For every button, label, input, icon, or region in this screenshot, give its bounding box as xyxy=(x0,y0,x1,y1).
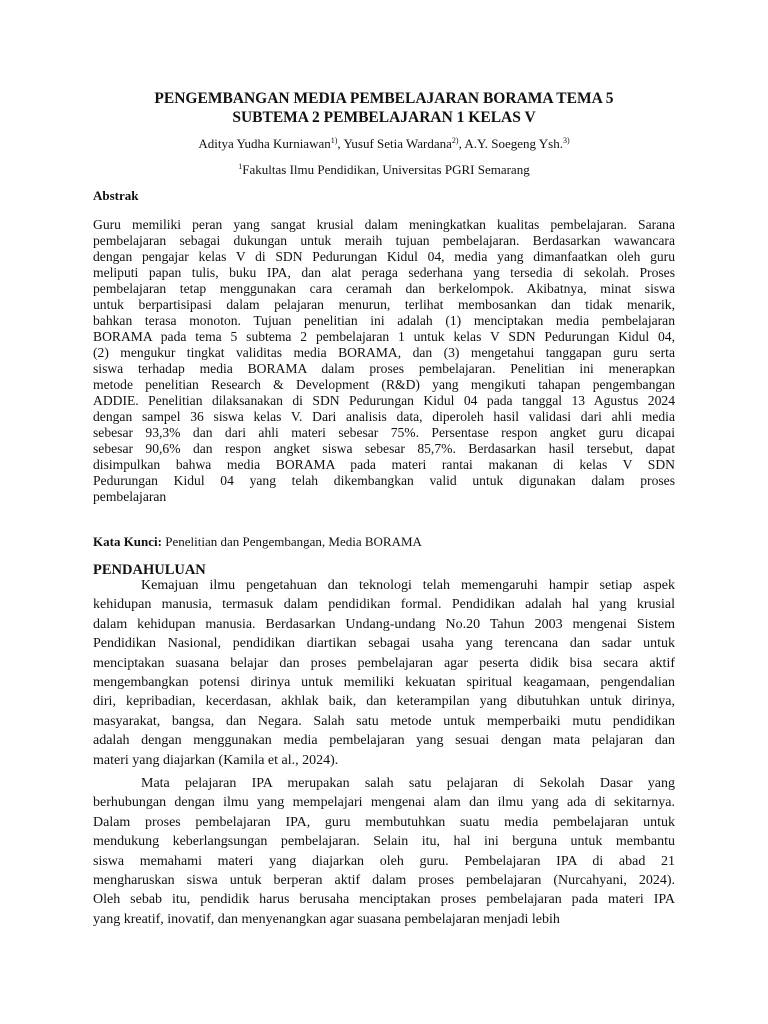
abstract-line: sebesar 93,3% dan dari ahli materi sebesar 75%. Persentase respon angket guru dicapai xyxy=(93,425,675,440)
paragraph-line: materi yang diajarkan (Kamila et al., 2024). xyxy=(93,752,339,768)
abstract-line: siswa terhadap media BORAMA dalam proses pembelajaran. Penelitian ini menerapkan xyxy=(93,361,675,376)
paragraph-line: masyarakat, bangsa, dan Negara. Salah satu metode untuk memperbaiki mutu pendidikan xyxy=(93,713,675,729)
abstract-line: (2) mengukur tingkat validitas media BORAMA, dan (3) mengetahui tanggapan guru serta xyxy=(93,345,675,360)
author-separator: , xyxy=(458,136,465,151)
paragraph-line: Pendidikan Nasional, pendidikan diartikan sebagai usaha yang terencana dan sadar untuk xyxy=(93,636,675,652)
paragraph-line: kehidupan manusia, termasuk dalam pendidikan formal. Pendidikan adalah hal yang krusial xyxy=(93,597,675,613)
paragraph-line: Oleh sebab itu, pendidik harus berusaha menciptakan proses pembelajaran pada materi IPA xyxy=(93,892,675,908)
abstract-line: bahkan terasa monoton. Tujuan penelitian ini adalah (1) menciptakan media pembelajaran xyxy=(93,313,675,328)
paragraph-line: dalam kehidupan manusia. Berdasarkan Undang-undang No.20 Tahun 2003 mengenai Sistem xyxy=(93,616,675,632)
paragraph-line: diri, kepribadian, kecerdasan, akhlak baik, dan keterampilan yang dibutuhkan untuk dirinya, xyxy=(93,694,675,710)
abstract-line: dengan pengajar kelas V di SDN Pedurungan Kidul 04, media yang dimanfaatkan oleh guru xyxy=(93,249,675,264)
paper-title-line-2: SUBTEMA 2 PEMBELAJARAN 1 KELAS V xyxy=(232,109,536,126)
paragraph-line: mengembangkan potensi dirinya untuk memiliki kekuatan spiritual keagamaan, pengendalian xyxy=(93,674,675,690)
paragraph-line: mengharuskan siswa untuk berperan aktif dalam proses pembelajaran (Nurcahyani, 2024). xyxy=(93,872,675,888)
introduction-paragraph-2 xyxy=(93,774,675,929)
abstract-line: Pedurungan Kidul 04 yang telah dikembangkan valid untuk digunakan dalam proses xyxy=(93,473,675,488)
paper-title-line-1: PENGEMBANGAN MEDIA PEMBELAJARAN BORAMA TEMA 5 xyxy=(154,90,614,107)
abstract-heading: Abstrak xyxy=(93,188,139,203)
author-affiliation-mark: 3) xyxy=(562,136,570,145)
abstract-line: ADDIE. Penelitian dilaksanakan di SDN Pedurungan Kidul 04 pada tanggal 13 Agustus 2024 xyxy=(93,393,675,408)
abstract-body xyxy=(93,217,675,505)
author-name: A.Y. Soegeng Ysh. xyxy=(464,136,563,151)
abstract-line: metode penelitian Research & Development (R&D) yang mengikuti tahapan pengembangan xyxy=(93,377,675,392)
abstract-line: meliputi papan tulis, buku IPA, dan alat peraga sederhana yang tersedia di sekolah. Proses xyxy=(93,265,675,280)
paragraph-line: Mata pelajaran IPA merupakan salah satu pelajaran di Sekolah Dasar yang xyxy=(141,776,675,791)
author-affiliation-mark: 2) xyxy=(451,136,459,145)
abstract-line: BORAMA pada tema 5 subtema 2 pembelajaran 1 untuk kelas V SDN Pedurungan Kidul 04, xyxy=(93,329,675,344)
author-name: Yusuf Setia Wardana xyxy=(343,136,452,151)
paragraph-line: mendukung keberlangsungan pembelajaran. Selain itu, hal ini berguna untuk membantu xyxy=(93,834,675,850)
abstract-line: dengan sampel 36 siswa kelas V. Dari analisis data, diperoleh hasil validasi dari ahli media xyxy=(93,409,675,424)
keywords-text: Penelitian dan Pengembangan, Media BORAMA xyxy=(161,534,422,549)
section-heading-pendahuluan: PENDAHULUAN xyxy=(93,562,206,578)
author-list xyxy=(0,136,768,152)
keywords xyxy=(93,534,422,550)
abstract-line: pembelajaran tetap menggunakan cara ceramah dan berkelompok. Akibatnya, minat siswa xyxy=(93,281,675,296)
paragraph-line: Kemajuan ilmu pengetahuan dan teknologi telah memengaruhi hampir setiap aspek xyxy=(141,578,675,593)
abstract-line: pembelajaran xyxy=(93,489,167,504)
author-affiliation-mark: 1) xyxy=(330,136,338,145)
paragraph-line: berhubungan dengan ilmu yang mempelajari mengenai alam dan ilmu yang ada di sekitarnya. xyxy=(93,795,675,811)
author-name: Aditya Yudha Kurniawan xyxy=(198,136,331,151)
paragraph-line: adalah dengan menggunakan media pembelajaran yang sesuai dengan mata pelajaran dan xyxy=(93,733,675,749)
abstract-line: untuk berpartisipasi dalam pelajaran menurun, terlihat membosankan dan tidak menarik, xyxy=(93,297,675,312)
affiliation-mark: 1 xyxy=(238,162,243,171)
paragraph-line: menciptakan suasana belajar dan proses pembelajaran agar peserta didik bisa secara aktif xyxy=(93,655,675,671)
abstract-line: pembelajaran sebagai dukungan untuk meraih tujuan pembelajaran. Berdasarkan wawancara xyxy=(93,233,675,248)
abstract-line: disimpulkan bahwa media BORAMA pada materi rantai makanan di kelas V SDN xyxy=(93,457,675,472)
introduction-paragraph-1 xyxy=(93,576,675,770)
paragraph-line: yang kreatif, inovatif, dan menyenangkan agar suasana pembelajaran menjadi lebih xyxy=(93,911,560,927)
keywords-label: Kata Kunci: xyxy=(93,534,162,549)
author-separator: , xyxy=(337,136,344,151)
affiliation xyxy=(0,162,768,178)
affiliation-text: Fakultas Ilmu Pendidikan, Universitas PGRI Semarang xyxy=(242,162,530,177)
abstract-line: sebesar 90,6% dan respon angket siswa sebesar 85,7%. Berdasarkan hasil tersebut, dapat xyxy=(93,441,675,456)
paragraph-line: Dalam proses pembelajaran IPA, guru membutuhkan suatu media pembelajaran untuk xyxy=(93,814,675,830)
abstract-line: Guru memiliki peran yang sangat krusial dalam meningkatkan kualitas pembelajaran. Sarana xyxy=(93,217,675,232)
paragraph-line: siswa memahami materi yang diajarkan oleh guru. Pembelajaran IPA di abad 21 xyxy=(93,853,675,869)
